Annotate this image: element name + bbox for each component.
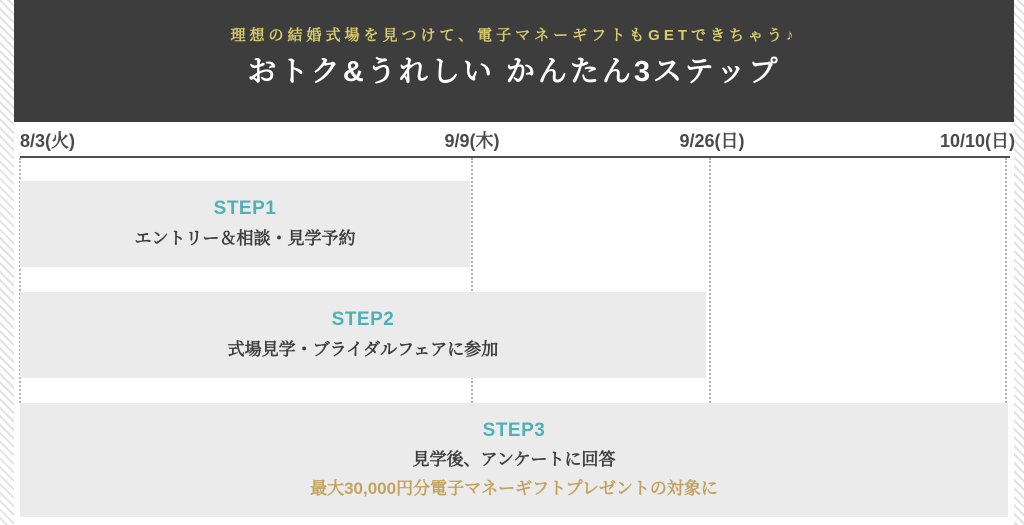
date-label-start: 8/3(火) bbox=[20, 131, 76, 151]
step3-label: STEP3 bbox=[482, 419, 546, 441]
step3-bonus-text: 最大30,000円分電子マネーギフトプレゼントの対象に bbox=[310, 479, 718, 499]
date-label-end: 10/10(日) bbox=[939, 131, 1015, 151]
step1-label: STEP1 bbox=[213, 198, 277, 220]
banner-subtitle: 理想の結婚式場を見つけて、電子マネーギフトもGETできちゃう♪ bbox=[230, 27, 798, 44]
step2-description: 式場見学・ブライダルフェアに参加 bbox=[227, 339, 499, 359]
date-label-mid1: 9/9(木) bbox=[444, 131, 500, 151]
campaign-banner bbox=[14, 0, 1014, 122]
step2-bar bbox=[20, 292, 706, 378]
guide-line-end bbox=[1005, 158, 1007, 403]
timeline-axis-line bbox=[20, 156, 1010, 158]
step2-label: STEP2 bbox=[331, 309, 395, 331]
step1-bar bbox=[20, 181, 470, 267]
content-area bbox=[14, 0, 1014, 525]
step3-description: 見学後、アンケートに回答 bbox=[412, 450, 616, 470]
date-label-mid2: 9/26(日) bbox=[679, 131, 745, 151]
banner-title: おトク&うれしい かんたん3ステップ bbox=[247, 56, 781, 88]
step3-bar bbox=[20, 403, 1008, 517]
step1-description: エントリー＆相談・見学予約 bbox=[134, 228, 356, 248]
guide-line-mid2 bbox=[709, 158, 711, 403]
